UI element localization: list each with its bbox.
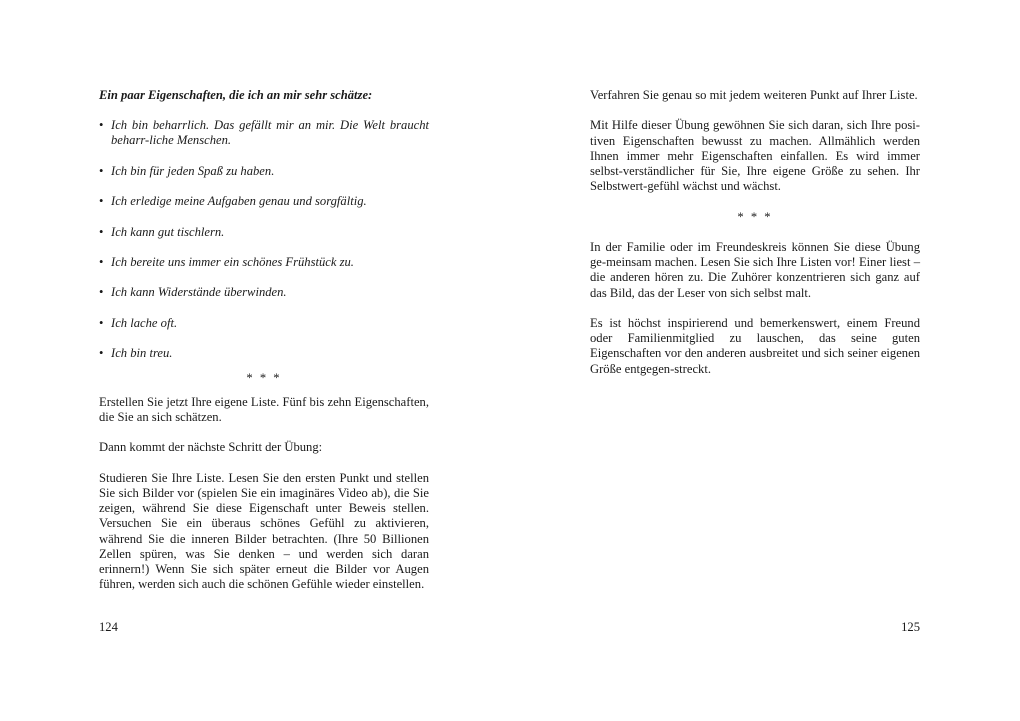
bullet-icon: • bbox=[99, 118, 104, 133]
paragraph: Verfahren Sie genau so mit jedem weiteren Punkt auf Ihrer Liste. bbox=[590, 88, 918, 102]
list-item-text: Ich kann Widerstände überwinden. bbox=[111, 285, 287, 300]
list-item-text: Ich bin treu. bbox=[111, 346, 173, 361]
bullet-icon: • bbox=[99, 254, 104, 269]
list-item bbox=[99, 194, 429, 209]
list-item-text: Ich bin für jeden Spaß zu haben. bbox=[111, 163, 275, 178]
page-number: 124 bbox=[99, 620, 118, 634]
bullet-icon: • bbox=[99, 194, 104, 209]
list-item-text: Ich bereite uns immer ein schönes Frühstück zu. bbox=[111, 254, 354, 269]
paragraph: In der Familie oder im Freundeskreis können Sie diese Übung ge-meinsam machen. Lesen Sie sich Ihre Listen vor! Einer liest – die anderen hören zu. Die Zuhörer konzentrieren sich ganz auf das Bild, das der Leser von sich selbst malt. bbox=[590, 239, 920, 300]
list-item-text: Ich bin beharrlich. Das gefällt mir an mir. Die Welt braucht beharr-liche Menschen. bbox=[111, 118, 429, 148]
right-page-body bbox=[590, 88, 920, 392]
bullet-icon: • bbox=[99, 163, 104, 178]
list-item bbox=[99, 164, 429, 179]
page-number: 125 bbox=[901, 620, 920, 634]
section-separator: * * * bbox=[737, 209, 773, 224]
list-item bbox=[99, 346, 429, 361]
section-separator: * * * bbox=[246, 370, 282, 385]
section-heading: Ein paar Eigenschaften, die ich an mir sehr schätze: bbox=[99, 88, 373, 102]
paragraph: Studieren Sie Ihre Liste. Lesen Sie den ersten Punkt und stellen Sie sich Bilder vor (spielen Sie ein imaginäres Video ab), die Sie zeigen, während Sie diese Eigenschaft unter Beweis stellen. Versuchen Sie ein überaus schönes Gefühl zu aktivieren, während Sie die inneren Bilder betrachten. (Ihre 50 Billionen Zellen spüren, was Sie denken – und werden sich daran erinnern!) Wenn Sie sich später erneut die Bilder vor Augen führen, werden sich auch die schönen Gefühle wieder einstellen. bbox=[99, 470, 429, 592]
list-item-text: Ich lache oft. bbox=[111, 315, 178, 330]
paragraph: Dann kommt der nächste Schritt der Übung: bbox=[99, 440, 323, 455]
list-item bbox=[99, 225, 429, 240]
bullet-icon: • bbox=[99, 315, 104, 330]
bullet-icon: • bbox=[99, 285, 104, 300]
list-item bbox=[99, 118, 429, 148]
list-item bbox=[99, 316, 429, 331]
right-page bbox=[510, 0, 1020, 721]
list-item bbox=[99, 285, 429, 300]
paragraph: Mit Hilfe dieser Übung gewöhnen Sie sich daran, sich Ihre posi-tiven Eigenschaften bewusst zu machen. Allmählich werden Ihnen immer mehr Eigenschaften einfallen. Es wird immer selbst-verständlicher für Sie, Ihre eigene Größe zu sehen. Ihr Selbstwert-gefühl wächst und wächst. bbox=[590, 118, 920, 194]
qualities-list bbox=[99, 118, 429, 361]
bullet-icon: • bbox=[99, 224, 104, 239]
list-item-text: Ich erledige meine Aufgaben genau und sorgfältig. bbox=[111, 194, 367, 209]
left-page-body bbox=[99, 88, 429, 608]
paragraph: Es ist höchst inspirierend und bemerkenswert, einem Freund oder Familienmitglied zu lauschen, das seine guten Eigenschaften vor den anderen ausbreitet und sich seiner eigenen Größe entgegen-streckt. bbox=[590, 315, 920, 376]
paragraph: Erstellen Sie jetzt Ihre eigene Liste. Fünf bis zehn Eigenschaften, die Sie an sich schätzen. bbox=[99, 394, 429, 424]
list-item-text: Ich kann gut tischlern. bbox=[111, 224, 225, 239]
list-item bbox=[99, 255, 429, 270]
bullet-icon: • bbox=[99, 346, 104, 361]
